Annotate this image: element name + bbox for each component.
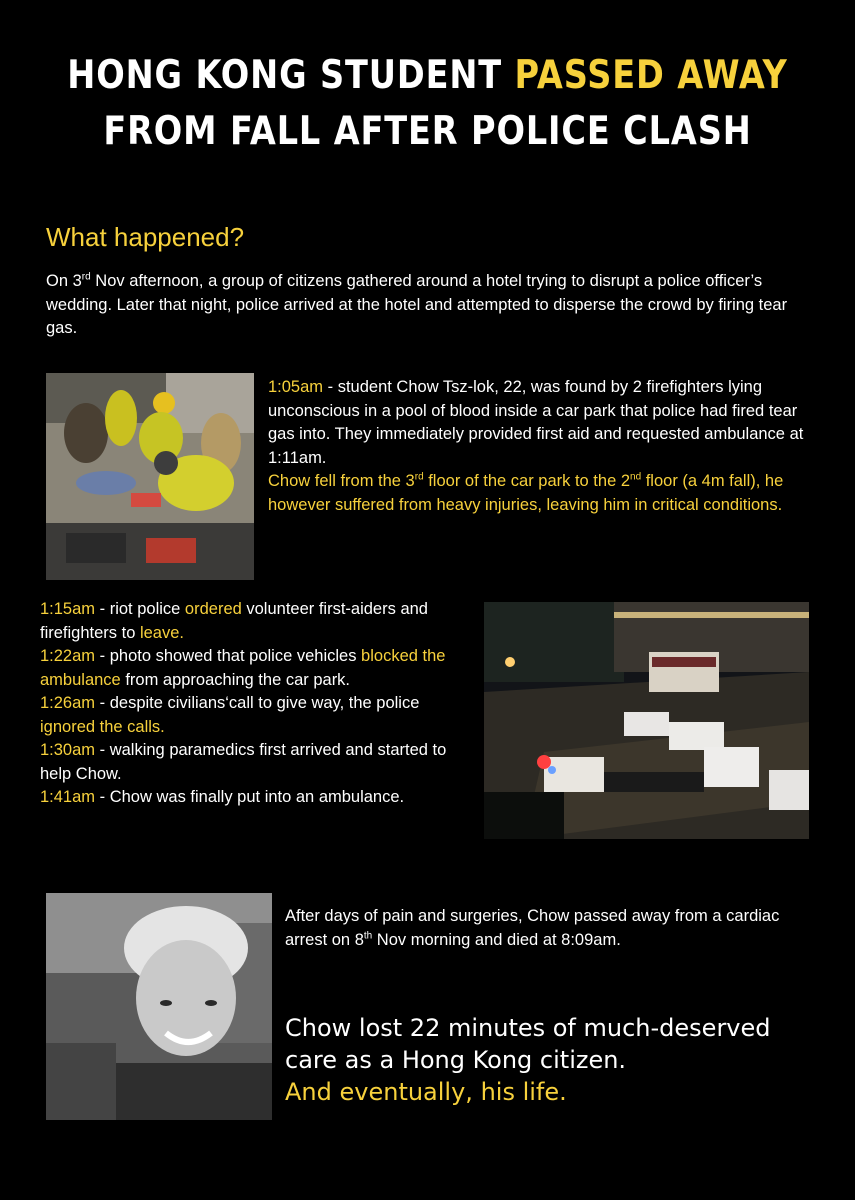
aftermath-text-a: After days of pain and surgeries, Chow passed away from a cardiac arrest on 8 [285, 907, 780, 949]
timeline-text: - Chow was finally put into an ambulance. [95, 788, 405, 806]
section-heading: What happened? [46, 222, 245, 252]
ambulance-street-photo [484, 602, 809, 839]
fall-text-c: floor (a 4m fall), he however suffered from heavy injuries, leaving him in critical conditions. [268, 472, 784, 514]
headline-highlight: PASSED AWAY [514, 53, 788, 98]
timeline-entry [40, 598, 470, 645]
timeline-highlight: leave. [139, 623, 184, 642]
timeline-text: - riot police [95, 600, 185, 618]
headline [60, 48, 795, 160]
closing-statement [285, 1012, 825, 1108]
fall-sup-1: rd [414, 471, 424, 483]
aftermath-sup: th [363, 930, 373, 941]
time-105am: 1:05am [268, 378, 324, 396]
aftermath-paragraph [285, 905, 805, 952]
timeline-text: from approaching the car park. [120, 670, 351, 689]
fall-description [268, 472, 783, 514]
fall-sup-2: nd [630, 471, 642, 483]
first-aid-text: - student Chow Tsz-lok, 22, was found by 2 firefighters lying unconscious in a pool of blood inside a car park that police had fired tear gas into. They immediately provided first aid and requested ambulance at 1:11am. [268, 378, 804, 467]
timeline-entry [40, 645, 470, 692]
intro-text-b: Nov afternoon, a group of citizens gathered around a hotel trying to disrupt a police officer’s wedding. Later that night, police arrived at the hotel and attempted to disperse the crowd by firing tear gas. [46, 272, 788, 337]
timeline-entry [40, 692, 470, 739]
intro-text-a: On 3 [46, 272, 82, 290]
closing-line-white: Chow lost 22 minutes of much-deserved care as a Hong Kong citizen. [285, 1014, 771, 1074]
timeline-entry [40, 786, 470, 810]
intro-sup: rd [81, 271, 91, 283]
timeline-text: volunteer first-aiders and firefighters to [40, 600, 428, 642]
timeline-text: - despite civilians‘call to give way, the police [95, 694, 420, 712]
timeline [40, 598, 470, 810]
timeline-highlight: ordered [184, 600, 242, 618]
timeline-text: - photo showed that police vehicles [95, 647, 362, 665]
timeline-highlight: blocked the ambulance [40, 647, 446, 689]
timeline-text: - walking paramedics first arrived and started to help Chow. [40, 741, 447, 783]
timeline-time: 1:41am [40, 788, 96, 806]
timeline-time: 1:22am [40, 647, 96, 665]
portrait-photo [46, 893, 272, 1120]
intro-paragraph [46, 270, 816, 341]
first-aid-paragraph [268, 376, 808, 517]
timeline-highlight: ignored the calls. [40, 717, 165, 736]
timeline-entry [40, 739, 470, 786]
closing-line-yellow: And eventually, his life. [285, 1078, 567, 1106]
aftermath-text-b: Nov morning and died at 8:09am. [372, 930, 621, 949]
headline-white-part: HONG KONG STUDENT [67, 53, 515, 98]
fall-text-a: Chow fell from the 3 [268, 472, 415, 490]
first-aid-photo [46, 373, 254, 580]
fall-text-b: floor of the car park to the 2 [423, 472, 631, 490]
timeline-time: 1:30am [40, 741, 96, 759]
timeline-time: 1:15am [40, 600, 96, 618]
headline-line-2: FROM FALL AFTER POLICE CLASH [103, 109, 752, 154]
timeline-time: 1:26am [40, 694, 96, 712]
